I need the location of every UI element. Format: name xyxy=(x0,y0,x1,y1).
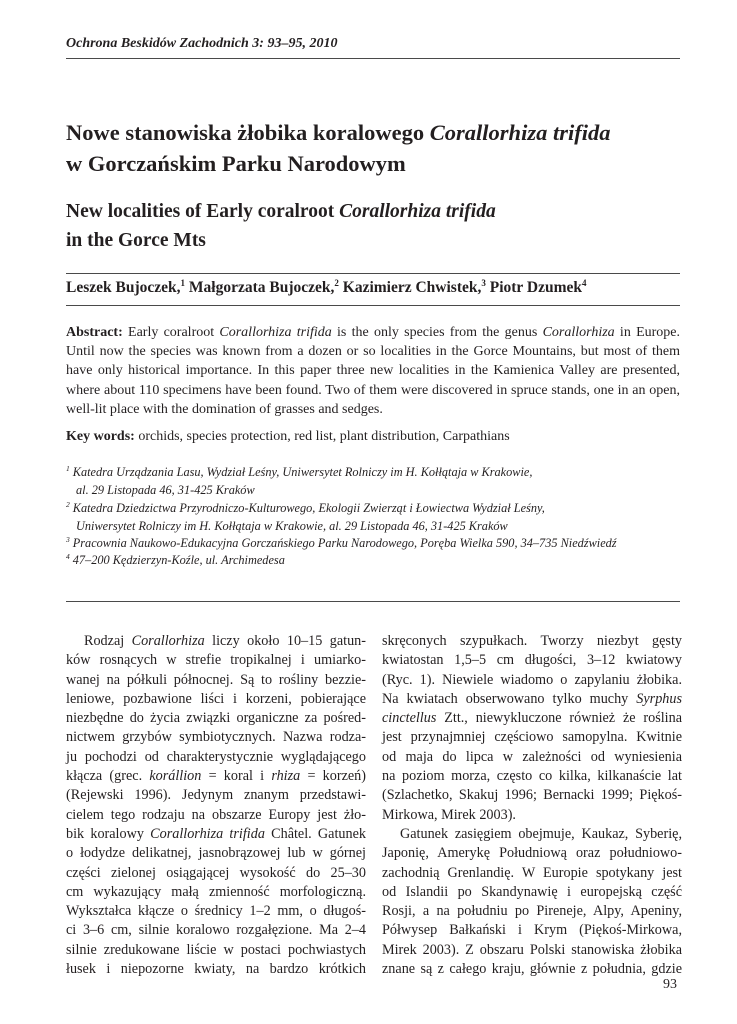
body-text-line xyxy=(66,651,366,670)
title-line1-text: Nowe stanowiska żłobika koralowego xyxy=(66,120,430,145)
title-line2-text: w Gorczańskim Parku Narodowym xyxy=(66,151,406,176)
text-run: liczy około 10–15 gatun- xyxy=(204,633,367,649)
body-text-line xyxy=(66,883,366,902)
body-text-line xyxy=(66,786,366,805)
text-run: Mirek 2003). Z obszaru Polski stanowiska żłobika xyxy=(382,941,682,958)
body-text-line xyxy=(66,690,366,709)
affiliation-1 xyxy=(66,464,680,499)
body-text-line xyxy=(66,767,366,786)
body-text-line xyxy=(66,748,366,767)
italic-term: Corallorhiza xyxy=(131,633,205,649)
text-run: Rodzaj xyxy=(84,633,132,649)
body-text-line xyxy=(382,864,682,883)
affiliation-4 xyxy=(66,552,680,570)
body-text-line xyxy=(382,902,682,921)
affiliation-text: 47–200 Kędzierzyn-Koźle, ul. Archimedesa xyxy=(72,553,285,567)
subtitle-species-name: Corallorhiza trifida xyxy=(339,201,496,222)
body-column-left xyxy=(66,632,366,979)
title-species-name: Corallorhiza trifida xyxy=(429,120,611,145)
body-text-line xyxy=(66,844,366,863)
affiliation-number: 1 xyxy=(66,463,70,473)
italic-term: rhiza xyxy=(271,768,301,785)
text-run: części zielonej osiągającej wysokość do 25–30 xyxy=(66,864,366,881)
text-run: = korzeń) xyxy=(300,768,366,785)
text-run: o łodydze delikatnej, jasnobrązowej lub w górnej xyxy=(66,845,366,862)
text-run: Na kwiatach obserwowano tylko muchy xyxy=(382,690,637,707)
body-text-line xyxy=(382,651,682,670)
text-run: ków rosnących w strefie tropikalnej i umiarko- xyxy=(66,652,366,669)
text-run: łusek i niepozorne kwiaty, na bardzo krótkich xyxy=(66,961,366,978)
text-run: Półwysep Bałkański i Krym (Piękoś-Mirkowa, xyxy=(382,922,682,939)
text-run: ci 3–6 cm, silnie koralowo rozgałęzione. Ma 2–4 xyxy=(66,922,366,939)
body-text-line xyxy=(382,921,682,940)
text-run: cm wykazujący małą zmienność morfologiczną. xyxy=(66,883,366,900)
subtitle-line2-text: in the Gorce Mts xyxy=(66,230,206,251)
body-text-line xyxy=(382,786,682,805)
body-column-right xyxy=(382,632,682,979)
text-run: Châtel. Gatunek xyxy=(264,825,366,842)
article-title xyxy=(66,117,686,179)
journal-header: Ochrona Beskidów Zachodnich 3: 93–95, 2010 xyxy=(66,36,338,51)
keywords-text: orchids, species protection, red list, plant distribution, Carpathians xyxy=(134,429,510,444)
text-run: (Rejewski 1996). Jedynym znanym przedstawi- xyxy=(66,787,366,804)
body-text-line xyxy=(382,748,682,767)
text-run: Ztt., niewykluczone również że roślina xyxy=(436,710,682,727)
italic-term: Syrphus xyxy=(636,690,682,707)
affiliation-number: 2 xyxy=(66,499,70,509)
affiliation-text: Uniwersytet Rolniczy im H. Kołłątaja w Krakowie, al. 29 Listopada 46, 31-425 Kraków xyxy=(76,518,508,533)
text-run: od Islandii po Skandynawię i europejską część xyxy=(382,883,682,900)
affiliation-text: al. 29 Listopada 46, 31-425 Kraków xyxy=(76,482,255,497)
text-run: na poziom morza, często co kilka, kilkanaście lat xyxy=(382,768,682,785)
body-text-line xyxy=(382,728,682,747)
author-affiliation-mark: 4 xyxy=(582,277,587,288)
body-text-line xyxy=(66,864,366,883)
body-text-line xyxy=(382,632,682,651)
affiliation-text: Katedra Urządzania Lasu, Wydział Leśny, Uniwersytet Rolniczy im H. Kołłątaja w Krakowie, xyxy=(72,465,533,479)
text-run: bik koralowy xyxy=(66,825,151,842)
affiliation-text: Katedra Dziedzictwa Przyrodniczo-Kulturowego, Ekologii Zwierząt i Łowiectwa Wydział Leśny, xyxy=(72,501,545,515)
body-text-line xyxy=(66,806,366,825)
author-name: Małgorzata Bujoczek, xyxy=(188,279,335,296)
text-run: Mirkowa, Mirek 2003). xyxy=(382,806,516,823)
text-run: leniowe, pozbawione liści i korzeni, pobierające xyxy=(66,690,366,707)
text-run: od maja do lipca w zależności od wyniesienia xyxy=(382,748,682,765)
text-run: Rosji, a na południu po Pireneje, Alpy, Apeniny, xyxy=(382,903,682,920)
body-text-line xyxy=(382,690,682,709)
abstract-species-name: Corallorhiza trifida xyxy=(219,325,332,340)
body-top-rule xyxy=(66,601,680,602)
affiliation-2 xyxy=(66,500,680,535)
italic-term: cinctellus xyxy=(382,710,437,727)
author-affiliation-mark: 1 xyxy=(180,277,186,288)
authors-bottom-rule xyxy=(66,305,680,306)
text-run: kłącza (grec. xyxy=(66,768,150,785)
author-affiliation-mark: 3 xyxy=(481,277,486,288)
body-text-line xyxy=(382,767,682,786)
body-text-line xyxy=(66,941,366,960)
keywords-label: Key words: xyxy=(66,429,135,444)
header-rule xyxy=(66,58,680,59)
text-run: znane są z całego kraju, głównie z południa, gdzie xyxy=(382,961,682,978)
body-text-line xyxy=(382,825,682,844)
text-run: (Szlachetko, Skakuj 1996; Bernacki 1999; Piękoś- xyxy=(382,787,682,804)
text-run: kwiatostan 1,5–5 cm długości, 3–12 kwiatowy xyxy=(382,652,682,669)
body-text-line xyxy=(66,902,366,921)
author-affiliation-mark: 2 xyxy=(334,277,339,288)
text-run: Wykształca kłącze o średnicy 1–2 mm, o długoś- xyxy=(66,903,366,920)
text-run: niezbędne do życia związki organiczne za pośred- xyxy=(66,710,366,727)
text-run: Japonię, Amerykę Południową oraz południowo- xyxy=(382,845,682,862)
body-text-line xyxy=(66,632,366,651)
body-text-line xyxy=(66,921,366,940)
author-name: Piotr Dzumek xyxy=(489,279,583,296)
text-run: ju pochodzi od charakterystycznie wyglądającego xyxy=(66,748,366,765)
text-run: wanej na półkuli północnej. Są to rośliny bezzie- xyxy=(66,671,366,688)
body-text-line xyxy=(66,671,366,690)
body-text-line xyxy=(382,709,682,728)
text-run: skręconych szypułkach. Tworzy niezbyt gęsty xyxy=(382,633,682,649)
affiliation-3 xyxy=(66,535,680,553)
body-text-line xyxy=(382,844,682,863)
text-run: silnie zredukowane liście w postaci pochwiastych xyxy=(66,941,366,958)
abstract xyxy=(66,323,680,419)
body-text-line xyxy=(66,960,366,979)
keywords xyxy=(66,429,680,445)
subtitle-line1-text: New localities of Early coralroot xyxy=(66,201,340,222)
body-text-line xyxy=(382,960,682,979)
italic-term: Corallorhiza trifida xyxy=(150,825,265,842)
article-subtitle xyxy=(66,197,686,255)
affiliation-number: 3 xyxy=(66,534,70,544)
authors-top-rule xyxy=(66,273,680,274)
italic-term: korállion xyxy=(149,768,202,785)
body-text-line xyxy=(382,883,682,902)
body-text-line xyxy=(66,728,366,747)
body-text-line xyxy=(382,806,682,825)
body-text-line xyxy=(66,709,366,728)
text-run: nictwem grzybów symbiotycznych. Nazwa rodza- xyxy=(66,729,366,746)
abstract-label: Abstract: xyxy=(66,325,123,340)
author-name: Leszek Bujoczek, xyxy=(66,279,181,296)
body-text-line xyxy=(382,941,682,960)
author-name: Kazimierz Chwistek, xyxy=(342,279,482,296)
page-number: 93 xyxy=(663,977,677,992)
abstract-genus-name: Corallorhiza xyxy=(542,325,615,340)
text-run: (Ryc. 1). Niewiele wiadomo o zapylaniu żłobika. xyxy=(382,671,682,688)
text-run: jest przynajmniej częściowo samopylna. Kwitnie xyxy=(382,729,682,746)
text-run: cielem tego rodzaju na obszarze Europy jest żło- xyxy=(66,806,366,823)
body-text-line xyxy=(382,671,682,690)
body-text-line xyxy=(66,825,366,844)
abstract-text: in Europe. Until now the species was known from a dozen or so localities in the Gorce Mountains, but most of them have only historical importance. In this paper three new localities in the Kamienica Valley are presented, where about 110 specimens have been found. Two of them were discovered in spruce stands, one in an open, well-lit place with the domination of grasses and sedges. xyxy=(66,325,681,417)
abstract-text: is the only species from the genus xyxy=(331,325,543,340)
affiliation-text: Pracownia Naukowo-Edukacyjna Gorczańskiego Parku Narodowego, Poręba Wielka 590, 34–735 Niedźwiedź xyxy=(72,536,617,550)
text-run: zachodnią Grenlandię. W Europie spotykany jest xyxy=(382,864,682,881)
text-run: Gatunek zasięgiem obejmuje, Kaukaz, Syberię, xyxy=(400,825,682,842)
text-run: = koral i xyxy=(201,768,272,785)
affiliation-number: 4 xyxy=(66,551,70,561)
abstract-text: Early coralroot xyxy=(122,325,220,340)
author-list xyxy=(66,279,686,297)
